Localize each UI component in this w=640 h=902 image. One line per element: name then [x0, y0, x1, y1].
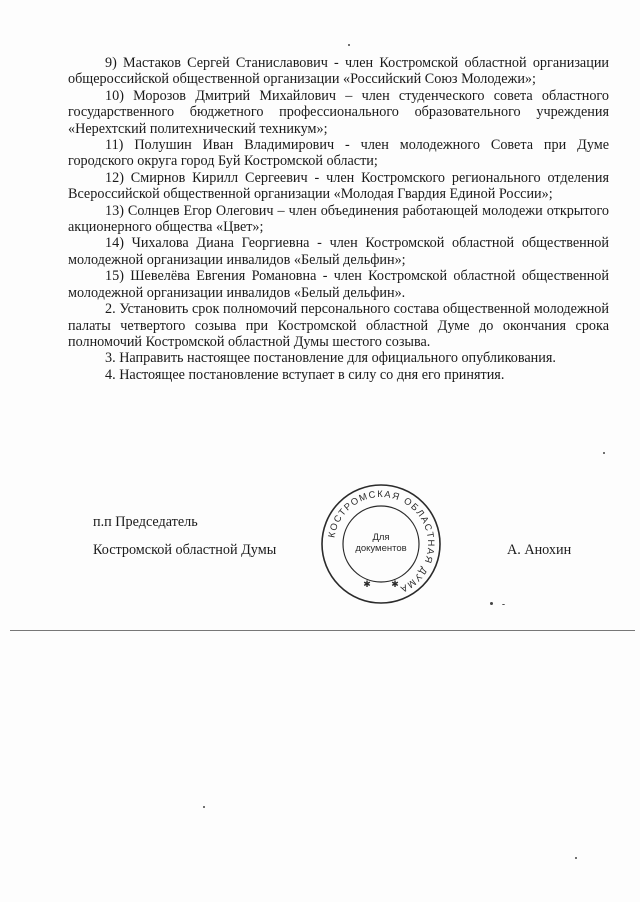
list-item-9: 9) Мастаков Сергей Станиславович - член Костромской областной организации общероссийской общественной организации «Российский Союз Молодежи»; — [68, 55, 609, 88]
list-item-13: 13) Солнцев Егор Олегович – член объединения работающей молодежи открытого акционерного общества «Цвет»; — [68, 202, 609, 236]
list-item-10: 10) Морозов Дмитрий Михайлович – член студенческого совета областного государственного бюджетного профессионального образовательного учреждения «Нерехтский политехнический техникум»; — [68, 87, 609, 137]
scan-speck — [502, 604, 505, 605]
official-seal — [320, 483, 442, 605]
list-item-14: 14) Чихалова Диана Георгиевна - член Костромской областной общественной молодежной организации инвалидов «Белый дельфин»; — [68, 235, 609, 268]
seal-star-icon: ✱ — [391, 579, 399, 589]
resolution-text — [68, 55, 609, 383]
page-divider-line — [10, 630, 635, 631]
scan-speck — [603, 452, 605, 454]
scan-speck — [490, 602, 493, 605]
scan-speck — [203, 806, 205, 808]
scan-speck — [348, 44, 350, 46]
signatory-title: п.п Председатель — [93, 514, 198, 530]
signatory-organization: Костромской областной Думы — [93, 542, 277, 558]
list-item-11: 11) Полушин Иван Владимирович - член молодежного Совета при Думе городского округа город Буй Костромской области; — [68, 137, 609, 170]
list-item-12: 12) Смирнов Кирилл Сергеевич - член Костромского регионального отделения Всероссийской общественной организации «Молодая Гвардия Единой России»; — [68, 169, 609, 203]
seal-star-icon: ✱ — [363, 579, 371, 589]
seal-center-line-2: документов — [355, 543, 407, 554]
signatory-name: А. Анохин — [507, 542, 572, 558]
seal-center-line-1: Для — [372, 532, 390, 543]
seal-ring-text: КОСТРОМСКАЯ ОБЛАСТНАЯ ДУМА — [325, 487, 438, 596]
list-item-15: 15) Шевелёва Евгения Романовна - член Костромской областной общественной молодежной организации инвалидов «Белый дельфин». — [68, 268, 609, 301]
clause-3: 3. Направить настоящее постановление для официального опубликования. — [105, 350, 556, 367]
scan-speck — [575, 857, 577, 859]
clause-4: 4. Настоящее постановление вступает в силу со дня его принятия. — [105, 366, 505, 383]
clause-2: 2. Установить срок полномочий персонального состава общественной молодежной палаты четвертого созыва при Костромской областной Думе до окончания срока полномочий Костромской областной Думы шестого созыва. — [68, 301, 609, 350]
